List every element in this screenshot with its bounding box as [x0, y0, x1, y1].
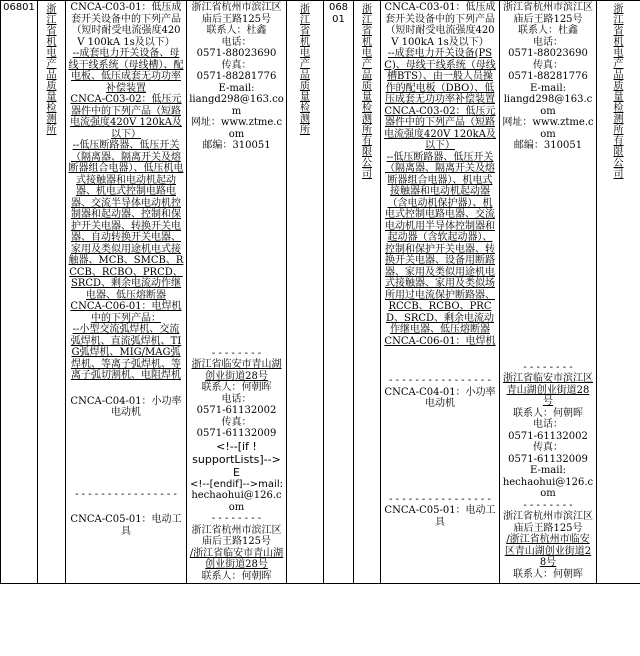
html-comment-1: <!--[if ! [216, 439, 257, 453]
category-c04-01: CNCA-C04-01：小功率电动机 [384, 386, 496, 409]
email: liangd298@163.com [503, 94, 593, 117]
contact-cell-old [187, 1, 287, 584]
separator: - - - - - - - - - - - - - - - - [75, 488, 177, 500]
email-2: hechaohui@126.com [191, 490, 282, 513]
fax: 0571-88281776 [508, 71, 588, 82]
email: liangd298@163.com [189, 94, 284, 117]
phone-label-2: 电话： [221, 393, 252, 405]
website: 网址：www.ztme.com [502, 117, 594, 140]
address-2: 浙江省临安市青山湖创业街道28号 [191, 359, 282, 382]
contact-person-3: 联系人：何朝晖 [201, 570, 272, 582]
address-3a: 浙江省杭州市滨江区庙后王路125号 [503, 511, 593, 534]
separator: - - - - - - - - [523, 499, 573, 511]
lab-name-d: 浙江省机电产品质量检测所有限公司 [613, 4, 624, 180]
category-c06-01: CNCA-C06-01：电焊机 [384, 335, 496, 347]
record-id: 06801 [1, 1, 38, 584]
lab-name-b: 浙江省机电产品质量检测所 [300, 4, 310, 136]
fax-2: 0571-61132009 [508, 453, 588, 465]
lab-name-cell-c [354, 1, 381, 584]
address: 浙江省杭州市滨江区庙后王路125号 [503, 2, 593, 25]
lab-name: 浙江省机电产品质量检测所 [46, 4, 57, 136]
category-c05-01: CNCA-C05-01：电动工具 [70, 514, 182, 537]
category-c03-02: CNCA-C03-02：低压元器件中的下列产品（短路电流强度420V 120kA及以下） [70, 94, 182, 140]
separator: - - - - - - - - [523, 361, 573, 373]
fax-label: 传真： [221, 59, 252, 71]
contact-person: 联系人：杜鑫 [206, 25, 267, 36]
phone: 0571-88023690 [508, 48, 588, 59]
postcode: 邮编：310051 [513, 140, 583, 151]
table-row [1, 1, 640, 584]
category-c03-02-items: --低压断路器、低压开关（隔离器、隔离开关及熔断器组合电器）、机电式接触器和电动机起动器（含电动机保护器）、机电式控制电路电器、交流电动机用半导体控制器和起动器（含软起动器）、控制和保护开关电器、转换开关电器、设备用断路器、家用及类似用途机电式接触器、家用及类似场所用过电流保护断路器、RCCB、RCBO、PRCD、SRCD、剩余电流动作继电器、低压熔断器 [385, 151, 495, 335]
email-label-2: E-mail: [529, 465, 567, 476]
category-c03-02: CNCA-C03-02：低压元器件中的下列产品（短路电流强度420V 120kA及以下） [384, 105, 496, 151]
address-3b: /浙江省杭州市临安区青山湖创业街道28号 [504, 534, 592, 568]
category-c03-02-items: --低压断路器、低压开关（隔离器、隔离开关及熔断器组合电器）、低压机电式接触器和电动机起动器、机电式控制电路电器、交流半导体电动机控制器和起动器、控制和保护开关电器、转换开关电器、自动转换开关电器、家用及类似用途机电式接触器、MCB、SMCB、RCCB、RCBO、PRCD、SRCD、剩余电流动作继电器、低压熔断器 [68, 140, 184, 301]
fax-label: 传真： [533, 59, 563, 71]
category-c05-01: CNCA-C05-01：电动工具 [384, 505, 496, 528]
category-c04-01: CNCA-C04-01：小功率电动机 [70, 395, 182, 418]
contact-cell-new [500, 1, 597, 584]
email-label: E-mail: [218, 82, 255, 94]
address-3b: /浙江省临安市青山湖创业街道28号 [189, 547, 284, 570]
address-3a: 浙江省杭州市滨江区庙后王路125号 [191, 524, 282, 547]
email-2: hechaohui@126.com [502, 476, 594, 499]
fax-2: 0571-61132009 [196, 428, 277, 439]
category-c03-01-items: --成套电力开关设备(PSC)、母线干线系统（母线槽BTS）、由一般人员操作的配电板（DBO）、低压成套无功功率补偿装置 [384, 48, 496, 105]
category-c03-01-items: --成套电力开关设备、母线干线系统（母线槽）、配电板、低压成套无功功率补偿装置 [68, 48, 184, 94]
lab-name-cell [38, 1, 66, 584]
phone-label-2: 电话： [533, 419, 563, 430]
phone-label: 电话： [221, 36, 252, 48]
website: 网址：www.ztme.com [190, 117, 283, 140]
separator: - - - - - - - - - - - - - - - - [389, 493, 491, 505]
fax-label-2: 传真： [533, 442, 563, 453]
contact-person-2: 联系人：何朝晖 [201, 382, 272, 393]
lab-name-cell-d [597, 1, 640, 584]
fax: 0571-88281776 [196, 71, 277, 82]
category-c03-01: CNCA-C03-01：低压成套开关设备中的下列产品（短时耐受电流强度420V 100kA 1s及以下） [70, 2, 182, 48]
html-comment-3: <!--[endif]-->mail: [190, 478, 283, 490]
separator: - - - - - - - - [211, 347, 262, 359]
category-c06-01: CNCA-C06-01：电焊机中的下列产品： [70, 301, 182, 324]
lab-name-c: 浙江省机电产品质量检测所有限公司 [362, 4, 372, 180]
phone-label: 电话： [533, 36, 563, 48]
html-comment-2: supportLists]-->E [192, 452, 281, 479]
contact-person: 联系人：杜鑫 [518, 25, 578, 36]
phone: 0571-88023690 [196, 48, 277, 59]
lab-name-cell-b [287, 1, 324, 584]
separator: - - - - - - - - [211, 513, 262, 524]
scope-cell-old [66, 1, 187, 584]
contact-person-3: 联系人：何朝晖 [513, 568, 583, 580]
record-id-b: 06801 [324, 1, 354, 584]
scope-cell-new [381, 1, 500, 584]
fax-label-2: 传真： [221, 416, 252, 428]
category-c03-01: CNCA-C03-01：低压成套开关设备中的下列产品（短时耐受电流强度420V 100kA 1s及以下） [384, 2, 496, 48]
phone-2: 0571-61132002 [508, 430, 588, 442]
phone-2: 0571-61132002 [196, 405, 277, 416]
category-c06-01-items: --小型交流弧焊机、交流弧焊机、直流弧焊机、TIG弧焊机、MIG/MAG弧焊机、等离子弧焊机、等离子弧切割机、电阻焊机 [70, 324, 182, 381]
address: 浙江省杭州市滨江区庙后王路125号 [191, 2, 282, 25]
contact-person-2: 联系人：何朝晖 [513, 407, 583, 419]
email-label: E-mail: [529, 82, 567, 94]
address-2: 浙江省临安市滨江区青山湖创业街道28号 [503, 373, 593, 407]
postcode: 邮编：310051 [202, 140, 271, 151]
separator: - - - - - - - - - - - - - - - - [389, 375, 491, 386]
